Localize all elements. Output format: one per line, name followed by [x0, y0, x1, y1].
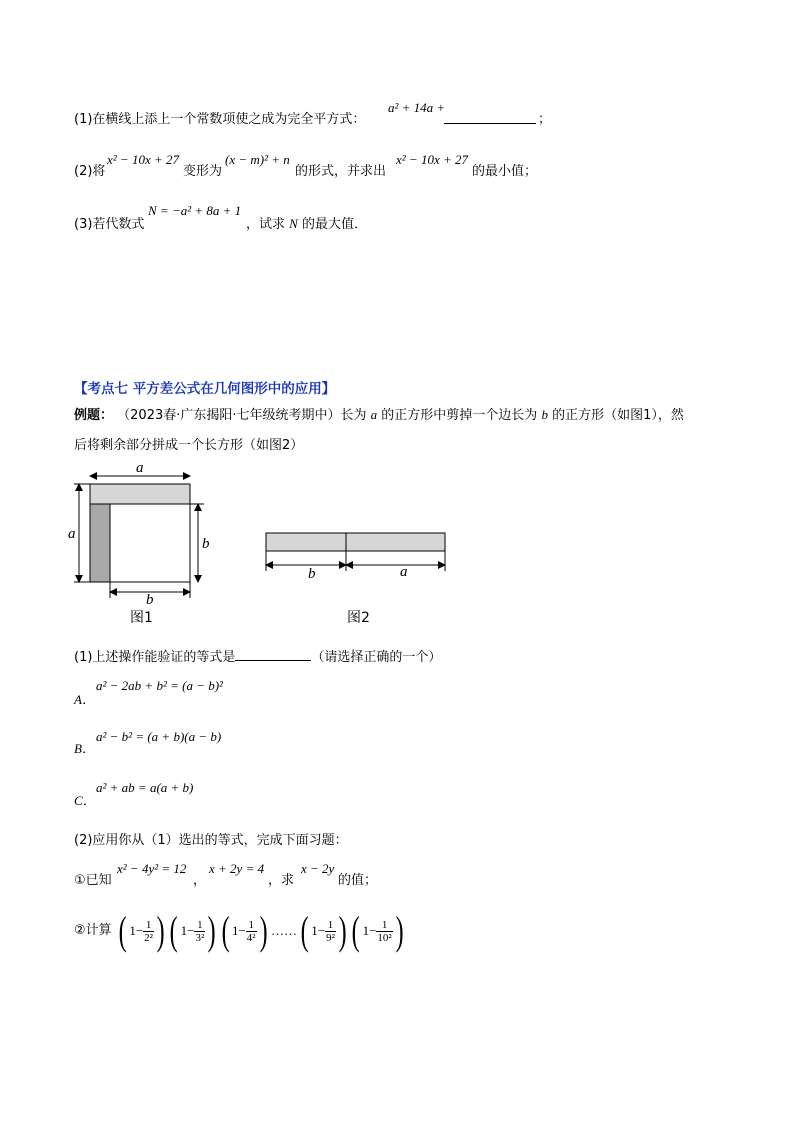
q2-sub1-a: ①已知 — [74, 873, 112, 888]
fig1-label-bottom: b — [146, 592, 154, 608]
q2-sub2-a: ②计算 — [74, 923, 112, 938]
fig1-left-strip — [90, 504, 110, 582]
fig2-left-piece — [266, 533, 346, 551]
q1-part2-expr3: x² − 10x + 27 — [396, 152, 468, 167]
example-label: 例题： — [74, 408, 114, 423]
frac-2: $\frac{1}{\text{3²}}$ — [195, 918, 205, 944]
fig1-inner-square — [110, 504, 190, 582]
q2-sub1-b: ，求 — [268, 873, 295, 888]
q2-sub1-expr2: x + 2y = 4 — [209, 861, 265, 876]
frac-5: $\frac{1}{\text{10²}}$ — [377, 918, 392, 944]
q1-part2-expr2: (x − m)² + n — [225, 152, 290, 167]
option-b-label[interactable]: B． — [74, 741, 95, 756]
q1-part2-d: 的最小值； — [472, 164, 538, 179]
q1-part2-a: (2)将 — [74, 164, 106, 179]
fig1-label-right: b — [202, 536, 210, 552]
q1-part3-a: (3)若代数式 — [74, 217, 145, 232]
fig2-caption: 图2 — [347, 610, 370, 626]
q2-sub1-expr1: x² − 4y² = 12 — [117, 861, 187, 876]
q2-sub1-expr3: x − 2y — [301, 861, 335, 876]
fig2-right-piece — [346, 533, 445, 551]
option-a-expr: a² − 2ab + b² = (a − b)² — [96, 678, 223, 693]
q1-answer-blank[interactable] — [444, 110, 536, 124]
q2-answer-blank[interactable] — [235, 648, 311, 661]
figure-diagrams — [0, 455, 800, 630]
q1-part1 — [74, 111, 365, 129]
q1-part3-expr: N = −a² + 8a + 1 — [148, 203, 242, 218]
fig1-label-left: a — [68, 526, 76, 542]
figure-1 — [74, 476, 204, 598]
q2-part1: (1)上述操作能验证的等式是 （请选择正确的一个） — [74, 650, 442, 665]
option-c-expr: a² + ab = a(a + b) — [96, 780, 194, 795]
q2-sub1-sep: ， — [193, 873, 207, 888]
example-line-2: 后将剩余部分拼成一个长方形（如图2） — [74, 438, 304, 453]
frac-1: $\frac{1}{\text{2²}}$ — [144, 918, 153, 944]
q2-part2: (2)应用你从（1）选出的等式，完成下面习题： — [74, 833, 348, 848]
q1-part3-b: ，试求 N 的最大值． — [246, 216, 367, 232]
q1-part3-var: N — [289, 216, 298, 231]
q1-part1-text: (1)在横线上添上一个常数项使之成为完全平方式： — [74, 112, 366, 127]
option-b-expr: a² − b² = (a + b)(a − b) — [96, 729, 222, 744]
figure-2 — [266, 533, 445, 571]
frac-4: $\frac{1}{\text{9²}}$ — [326, 918, 335, 944]
product-dots: …… — [270, 923, 297, 938]
q1-part2-b: 变形为 — [183, 164, 223, 179]
section-heading: 【考点七 平方差公式在几何图形中的应用】 — [74, 381, 336, 397]
fig1-top-strip — [90, 484, 190, 504]
option-c-label[interactable]: C． — [74, 793, 96, 808]
frac-3: $\frac{1}{\text{4²}}$ — [246, 918, 256, 944]
fig1-label-top: a — [136, 460, 144, 476]
example-line-1: 例题： （2023春·广东揭阳·七年级统考期中）长为 a 的正方形中剪掉一个边长为 b 的正方形（如图1），然 — [74, 407, 684, 423]
example-var-b: b — [541, 407, 548, 422]
q1-part2-expr1: x² − 10x + 27 — [107, 152, 179, 167]
q1-part1-end: ； — [538, 112, 552, 127]
q1-part2-c: 的形式，并求出 — [295, 164, 387, 179]
example-var-a: a — [370, 407, 378, 422]
q2-sub1-c: 的值； — [338, 873, 378, 888]
q2-sub2-product: ( 1− $\frac{1}{\text{2²}}$ ) ( 1− $\frac{1}{\text{3²}}$ ) ( 1− $\frac{1}{\text{4²}}$ ) …… ( 1− $\frac{1}{\text{9²}}$ ) ( 1− $\frac{1}{\text{10²}}$ ) — [118, 908, 404, 953]
fig2-label-b: b — [308, 566, 316, 582]
fig2-label-a: a — [400, 564, 408, 580]
fig1-caption: 图1 — [130, 610, 153, 626]
option-a-label[interactable]: A． — [74, 692, 95, 707]
q1-part1-expr: a² + 14a + — [388, 100, 446, 115]
